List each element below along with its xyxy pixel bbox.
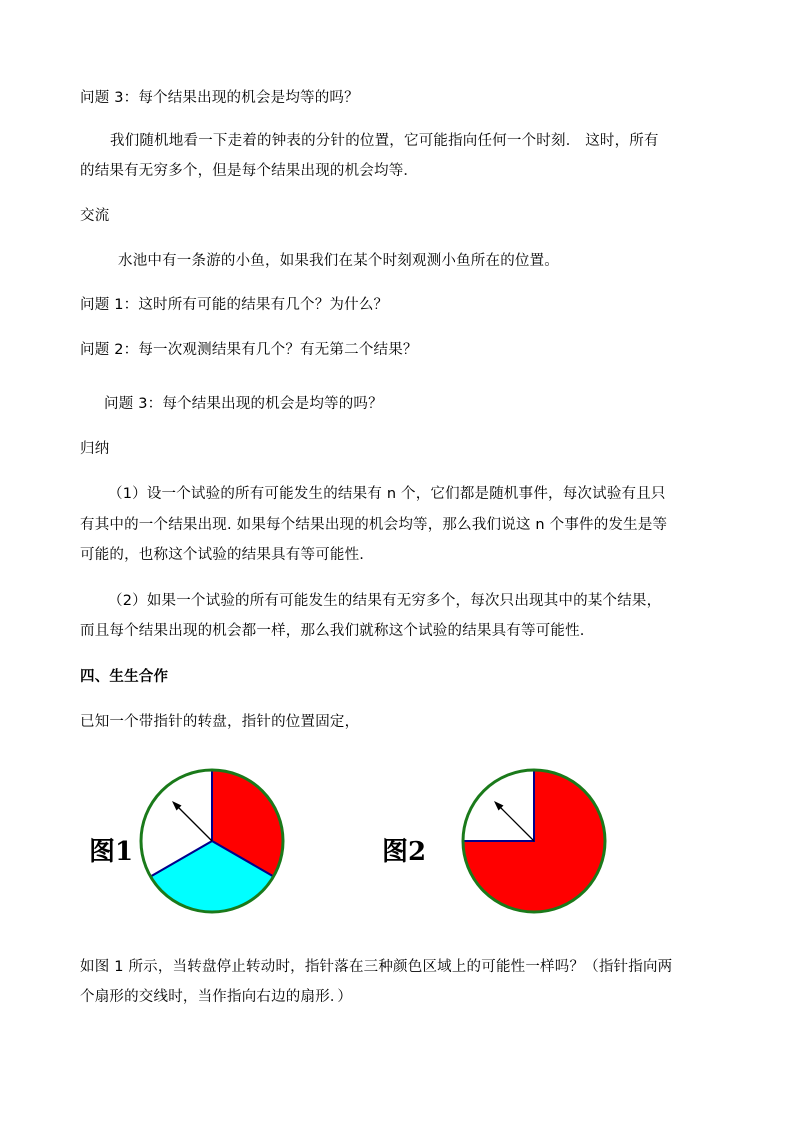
figure-2-label: 图2 — [382, 837, 427, 867]
summary-2-line-2: 而且每个结果出现的机会都一样，那么我们就称这个试验的结果具有等可能性. — [80, 623, 585, 639]
summary-1-line-3: 可能的，也称这个试验的结果具有等可能性. — [80, 547, 365, 563]
summary-1-line-2: 有其中的一个结果出现. 如果每个结果出现的机会均等，那么我们说这 n 个事件的发生是等 — [80, 517, 668, 533]
section-4-heading: 四、生生合作 — [80, 669, 169, 685]
clock-paragraph-line-1: 我们随机地看一下走着的钟表的分针的位置，它可能指向任何一个时刻． 这时，所有 — [110, 133, 659, 149]
question-3: 问题 3：每个结果出现的机会是均等的吗？ — [104, 396, 383, 412]
summary-1-line-1: （1）设一个试验的所有可能发生的结果有 n 个，它们都是随机事件，每次试验有且只 — [108, 486, 666, 502]
figure-1-spinner — [137, 766, 287, 916]
fish-paragraph: 水池中有一条游的小鱼，如果我们在某个时刻观测小鱼所在的位置。 — [118, 253, 559, 269]
figure-1-label: 图1 — [89, 837, 134, 867]
figure-2-spinner — [459, 766, 609, 916]
question-3-heading-top: 问题 3：每个结果出现的机会是均等的吗？ — [80, 90, 359, 106]
question-1: 问题 1：这时所有可能的结果有几个？为什么？ — [80, 297, 389, 313]
exchange-heading: 交流 — [80, 208, 110, 224]
figure-question-line-1: 如图 1 所示，当转盘停止转动时，指针落在三种颜色区域上的可能性一样吗？（指针指向两 — [80, 959, 673, 975]
figure-question-line-2: 个扇形的交线时，当作指向右边的扇形．） — [80, 989, 353, 1005]
question-2: 问题 2：每一次观测结果有几个？有无第二个结果？ — [80, 342, 418, 358]
summary-heading: 归纳 — [80, 441, 110, 457]
spinner-intro: 已知一个带指针的转盘，指针的位置固定， — [80, 714, 360, 730]
clock-paragraph-line-2: 的结果有无穷多个，但是每个结果出现的机会均等． — [80, 163, 419, 179]
summary-2-line-1: （2）如果一个试验的所有可能发生的结果有无穷多个，每次只出现其中的某个结果， — [108, 593, 662, 609]
